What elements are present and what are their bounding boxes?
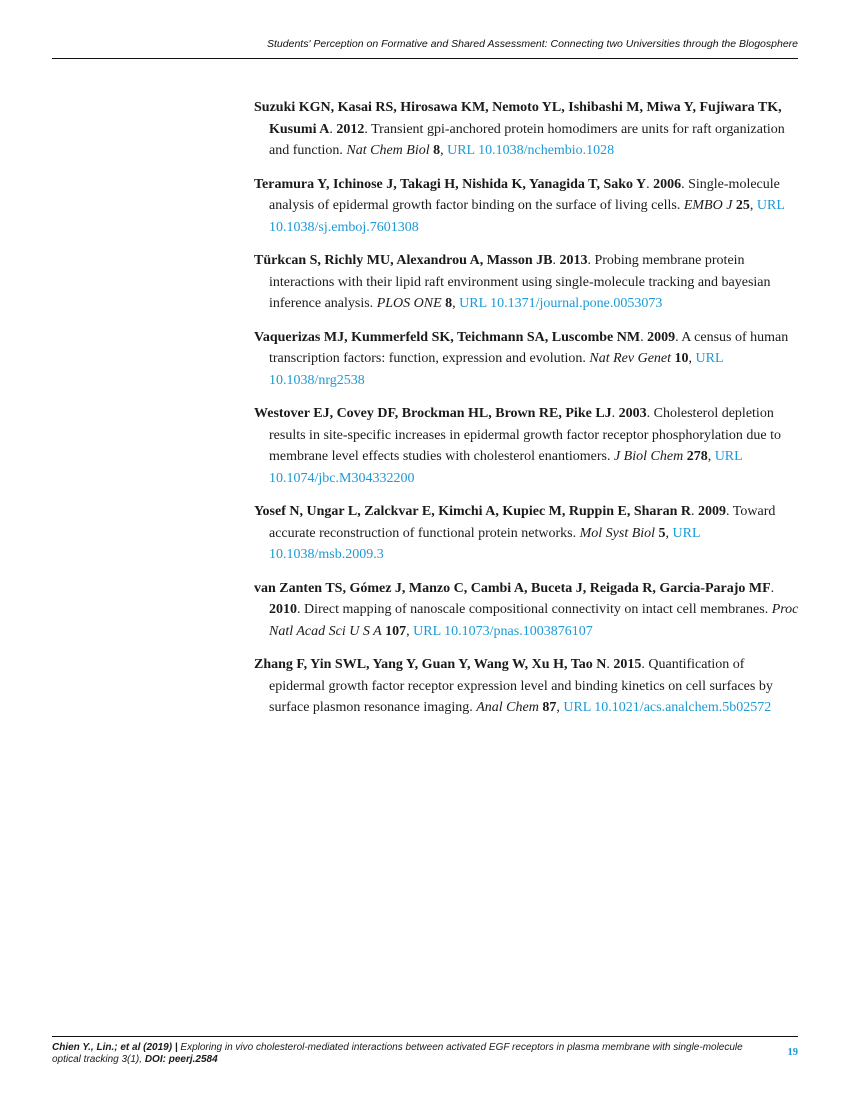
reference-title: Single-molecule analysis of epidermal growth factor binding on the surface of living cells. [269,176,780,213]
reference-journal: Nat Rev Genet [589,351,672,366]
reference-journal: Anal Chem [476,700,539,715]
reference-item: Westover EJ, Covey DF, Brockman HL, Brown RE, Pike LJ. 2003. Cholesterol depletion results in site-specific increases in epidermal growth factor receptor phosphorylation due to membrane level effects studies with cholesterol enantiomers. J Biol Chem 278, URL 10.1074/jbc.M304332200 [254,406,781,486]
reference-volume: 87 [542,700,557,715]
reference-title: Direct mapping of nanoscale compositional connectivity on intact cell membranes. [304,602,769,617]
reference-title: Toward accurate reconstruction of functional protein networks. [269,504,776,541]
reference-year: 2003 [618,406,647,421]
footer-citation [52,1042,752,1066]
footer-authors: Chien Y., Lin.; et al (2019) | [52,1042,178,1053]
reference-volume: 278 [686,449,708,464]
reference-volume: 5 [658,525,666,541]
reference-item: van Zanten TS, Gómez J, Manzo C, Cambi A, Buceta J, Reigada R, Garcia-Parajo MF. 2010. Direct mapping of nanoscale compositional connectivity on intact cell membranes. Proc Natl Acad Sci U S A 107, URL 10.1073/pnas.1003876107 [254,580,799,639]
reference-authors: Westover EJ, Covey DF, Brockman HL, Brown RE, Pike LJ [254,406,612,421]
reference-authors: Vaquerizas MJ, Kummerfeld SK, Teichmann SA, Luscombe NM [254,329,641,345]
reference-authors: Yosef N, Ungar L, Zalckvar E, Kimchi A, Kupiec M, Ruppin E, Sharan R [254,504,692,519]
reference-authors: Teramura Y, Ichinose J, Takagi H, Nishida K, Yanagida T, Sako Y [254,176,647,192]
reference-title: Quantification of epidermal growth factor receptor expression level and binding kinetics on cell surfaces by surface plasmon resonance imaging. [269,657,773,715]
reference-year: 2009 [647,329,676,345]
reference-year: 2009 [698,504,727,519]
reference-url-link[interactable]: URL 10.1371/journal.pone.0053073 [459,296,663,311]
reference-item: Suzuki KGN, Kasai RS, Hirosawa KM, Nemoto YL, Ishibashi M, Miwa Y, Fujiwara TK, Kusumi A. 2012. Transient gpi-anchored protein homodimers are units for raft organization and function. Nat Chem Biol 8, URL 10.1038/nchembio.1028 [254,100,785,158]
reference-volume: 8 [445,296,453,311]
reference-authors: Türkcan S, Richly MU, Alexandrou A, Masson JB [254,253,553,268]
reference-authors: Suzuki KGN, Kasai RS, Hirosawa KM, Nemoto YL, Ishibashi M, Miwa Y, Fujiwara TK, Kusumi A [254,100,782,137]
reference-url-link[interactable]: URL 10.1073/pnas.1003876107 [413,623,593,639]
reference-url-link[interactable]: URL 10.1038/sj.emboj.7601308 [269,198,785,235]
reference-item: Türkcan S, Richly MU, Alexandrou A, Masson JB. 2013. Probing membrane protein interactions with their lipid raft environment using single-molecule tracking and bayesian inference analysis. PLOS ONE 8, URL 10.1371/journal.pone.0053073 [254,253,771,311]
header-divider [52,58,798,59]
reference-year: 2012 [336,121,365,137]
reference-item: Yosef N, Ungar L, Zalckvar E, Kimchi A, Kupiec M, Ruppin E, Sharan R. 2009. Toward accurate reconstruction of functional protein networks. Mol Syst Biol 5, URL 10.1038/msb.2009.3 [254,504,776,562]
reference-journal: Nat Chem Biol [346,143,430,158]
reference-url-link[interactable]: URL 10.1074/jbc.M304332200 [269,449,743,486]
reference-list [254,97,800,731]
reference-journal: Proc Natl Acad Sci U S A [269,602,799,639]
reference-year: 2010 [269,602,297,617]
reference-item: Teramura Y, Ichinose J, Takagi H, Nishida K, Yanagida T, Sako Y. 2006. Single-molecule analysis of epidermal growth factor binding on the surface of living cells. EMBO J 25, URL 10.1038/sj.emboj.7601308 [254,176,785,235]
reference-year: 2015 [613,657,642,672]
footer-title: Exploring in vivo cholesterol-mediated interactions between activated EGF receptors in plasma membrane with single-molecule optical tracking 3(1), [52,1042,743,1065]
reference-title: A census of human transcription factors: function, expression and evolution. [269,329,789,366]
reference-url-link[interactable]: URL 10.1038/nchembio.1028 [447,143,615,158]
reference-title: Cholesterol depletion results in site-specific increases in epidermal growth factor receptor phosphorylation due to membrane level effects studies with cholesterol enantiomers. [269,406,781,464]
running-title: Students' Perception on Formative and Shared Assessment: Connecting two Universities through the Blogosphere [267,38,798,50]
reference-url-link[interactable]: URL 10.1021/acs.analchem.5b02572 [563,700,772,715]
reference-item: Vaquerizas MJ, Kummerfeld SK, Teichmann SA, Luscombe NM. 2009. A census of human transcription factors: function, expression and evolution. Nat Rev Genet 10, URL 10.1038/nrg2538 [254,329,789,388]
reference-url-link[interactable]: URL 10.1038/msb.2009.3 [269,525,701,562]
footer-doi: DOI: peerj.2584 [144,1054,218,1065]
reference-journal: J Biol Chem [613,449,684,464]
reference-title: Transient gpi-anchored protein homodimers are units for raft organization and function. [269,121,785,158]
reference-journal: EMBO J [683,198,733,213]
reference-volume: 25 [735,198,750,213]
reference-volume: 8 [433,143,441,158]
reference-url-link[interactable]: URL 10.1038/nrg2538 [269,351,723,388]
reference-item: Zhang F, Yin SWL, Yang Y, Guan Y, Wang W, Xu H, Tao N. 2015. Quantification of epidermal growth factor receptor expression level and binding kinetics on cell surfaces by surface plasmon resonance imaging. Anal Chem 87, URL 10.1021/acs.analchem.5b02572 [254,657,773,715]
reference-year: 2013 [559,253,588,268]
footer-divider [52,1036,798,1037]
reference-volume: 107 [385,623,407,639]
reference-volume: 10 [674,351,689,366]
reference-title: Probing membrane protein interactions with their lipid raft environment using single-molecule tracking and bayesian inference analysis. [269,253,771,311]
page-number: 19 [787,1047,798,1058]
reference-authors: Zhang F, Yin SWL, Yang Y, Guan Y, Wang W, Xu H, Tao N [254,657,607,672]
reference-journal: Mol Syst Biol [579,525,656,541]
reference-year: 2006 [653,176,682,192]
reference-journal: PLOS ONE [376,296,442,311]
reference-authors: van Zanten TS, Gómez J, Manzo C, Cambi A, Buceta J, Reigada R, Garcia-Parajo MF [254,580,771,596]
